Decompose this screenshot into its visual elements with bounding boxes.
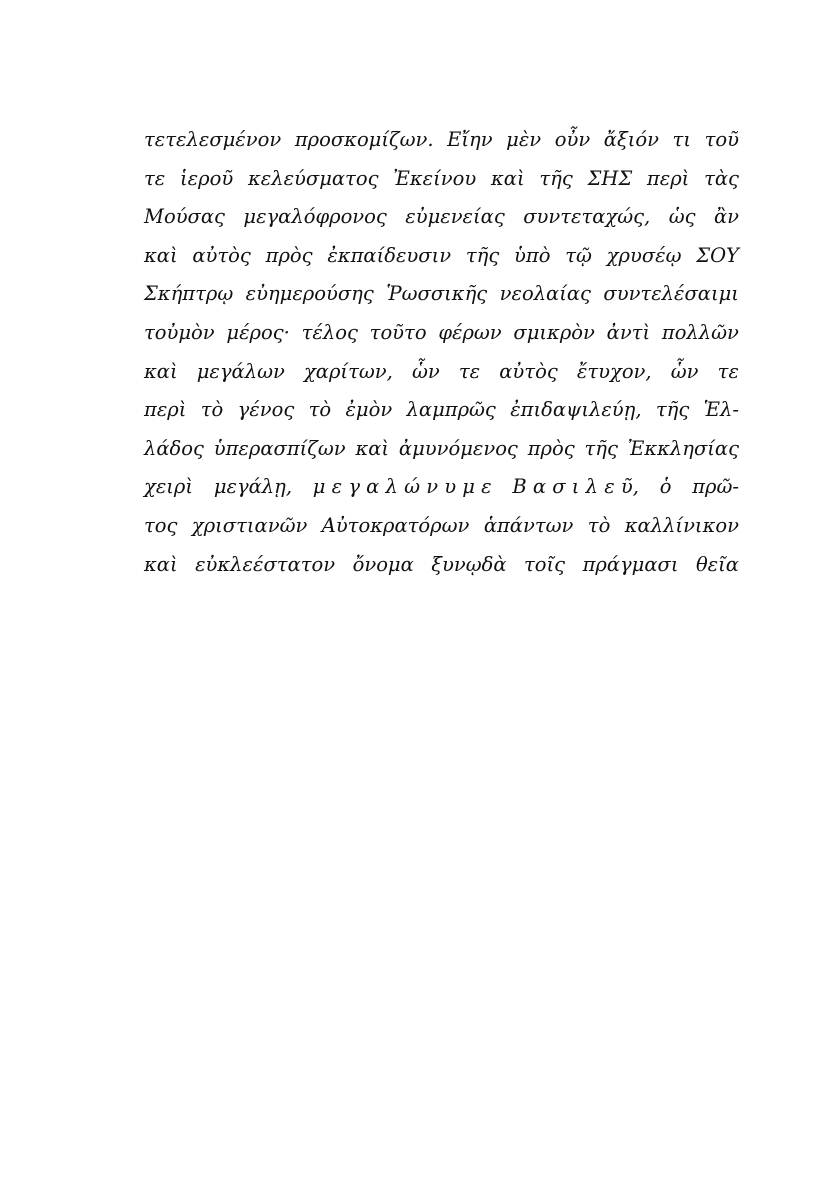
text-word: ὡς (668, 205, 696, 229)
text-word: τετελεσμένον (144, 128, 282, 151)
text-word: τοῦ (704, 128, 739, 151)
text-word: οὖν (554, 128, 591, 151)
text-word: ὁ (659, 475, 672, 499)
text-word: θεῖα (695, 552, 739, 576)
text-word: τος (144, 513, 178, 537)
text-word: χρυσέῳ (606, 243, 682, 267)
text-word: τῆς (584, 436, 618, 460)
text-word: Σκήπτρῳ (144, 282, 234, 306)
text-word: αὐτὸς (499, 359, 558, 383)
text-word: περὶ (144, 398, 187, 422)
text-word: Μούσας (144, 205, 225, 229)
text-word: συντελέσαιμι (603, 282, 739, 306)
text-line (144, 360, 739, 399)
text-word: καλλίνικον (624, 513, 739, 537)
text-word: Ἐκείνου (393, 166, 477, 190)
text-word: μεγάλων (196, 359, 285, 383)
text-word: περὶ (646, 166, 690, 190)
text-word: τέλος (301, 320, 358, 344)
text-line (144, 514, 739, 553)
text-word: σμικρὸν (513, 320, 595, 344)
greek-text-block (144, 128, 739, 591)
text-word: ἐκπαίδευσιν (327, 243, 452, 267)
text-word: πρῶ- (692, 475, 739, 499)
text-word: Ῥωσσικῆς (386, 282, 488, 306)
text-word: τι (672, 128, 691, 151)
text-word: χαρίτων, (303, 359, 393, 383)
text-word: Ἐκκλησίας (627, 436, 739, 460)
text-word: πρὸς (265, 243, 313, 267)
text-word: λαμπρῶς (406, 398, 496, 422)
text-word: χειρὶ (144, 475, 194, 499)
text-word: ΣΟΥ (696, 243, 739, 267)
text-word: ὄνομα (352, 552, 414, 576)
text-word: φέρων (438, 320, 502, 344)
text-word: ἐπιδαψιλεύῃ, (510, 398, 642, 422)
text-word: Αὐτοκρατόρων (321, 513, 470, 537)
text-word: μεγάλῃ, (213, 475, 293, 499)
text-word: πολλῶν (661, 320, 739, 344)
text-word: μεγαλόφρονος (243, 205, 387, 229)
text-word: Ἑλ- (703, 398, 739, 422)
text-word: τῆς (539, 166, 573, 190)
text-word: μὲν (506, 128, 542, 151)
text-word: τὸ (308, 398, 332, 422)
text-word: τε (458, 359, 481, 383)
text-word: ἔτυχον, (576, 359, 652, 383)
text-word: ὑπὸ (514, 243, 551, 267)
text-word: τοὐμὸν (144, 320, 215, 344)
text-word: τὸ (587, 513, 611, 537)
text-word: ὑπερασπίζων (213, 436, 346, 460)
text-word: τὸ (200, 398, 224, 422)
text-word: εὐμενείας (405, 205, 505, 229)
text-word: πρὸς (527, 436, 575, 460)
text-line (144, 282, 739, 321)
text-word: ὧν (411, 359, 440, 383)
text-word: καὶ (355, 436, 390, 460)
text-word: ἱεροῦ (180, 166, 234, 190)
text-word: ἂν (713, 205, 739, 229)
text-word: ἐμὸν (345, 398, 393, 422)
text-word: τε (144, 166, 166, 190)
text-word: χριστιανῶν (191, 513, 308, 537)
text-word: ΣΗΣ (587, 166, 633, 190)
text-word: καὶ (144, 552, 178, 576)
text-word: αὐτὸς (192, 243, 251, 267)
text-word: Β α σ ι λ ε ῦ, (512, 475, 639, 499)
text-word: καὶ (144, 243, 178, 267)
text-word: νεολαίας (499, 282, 591, 306)
text-word: λάδος (144, 436, 204, 460)
text-word: μ ε γ α λ ώ ν υ μ ε (312, 475, 492, 499)
text-line (144, 244, 739, 283)
text-word: εὐκλεέστατον (195, 552, 336, 576)
text-word: ἀντὶ (606, 320, 651, 344)
text-line (144, 321, 739, 360)
text-word: τοῦτο (369, 320, 427, 344)
text-word: τῆς (655, 398, 690, 422)
text-word: κελεύσματος (247, 166, 379, 190)
text-word: ἄξιόν (603, 128, 659, 151)
text-word: ξυνῳδὰ (431, 552, 507, 576)
text-word: συντεταχώς, (523, 205, 651, 229)
text-line (144, 167, 739, 206)
text-word: τε (717, 359, 739, 383)
text-word: εὐημερούσης (245, 282, 374, 306)
text-line (144, 205, 739, 244)
text-line (144, 475, 739, 514)
text-word: γένος (237, 398, 295, 422)
text-word: τῷ (565, 243, 592, 267)
text-word: πράγμασι (582, 552, 679, 576)
text-word: ἀμυνόμενος (398, 436, 518, 460)
text-word: τοῖς (523, 552, 566, 576)
text-word: ἁπάντων (483, 513, 574, 537)
text-word: τῆς (465, 243, 500, 267)
text-word: προσκομίζων. (294, 128, 434, 151)
text-word: Εἴην (447, 128, 493, 151)
text-word: μέρος· (226, 320, 290, 344)
text-word: καὶ (144, 359, 178, 383)
text-word: ὧν (670, 359, 699, 383)
text-word: καὶ (491, 166, 525, 190)
text-word: τὰς (704, 166, 739, 190)
text-line (144, 553, 739, 592)
text-line (144, 398, 739, 437)
text-line (144, 437, 739, 476)
text-line (144, 128, 739, 167)
